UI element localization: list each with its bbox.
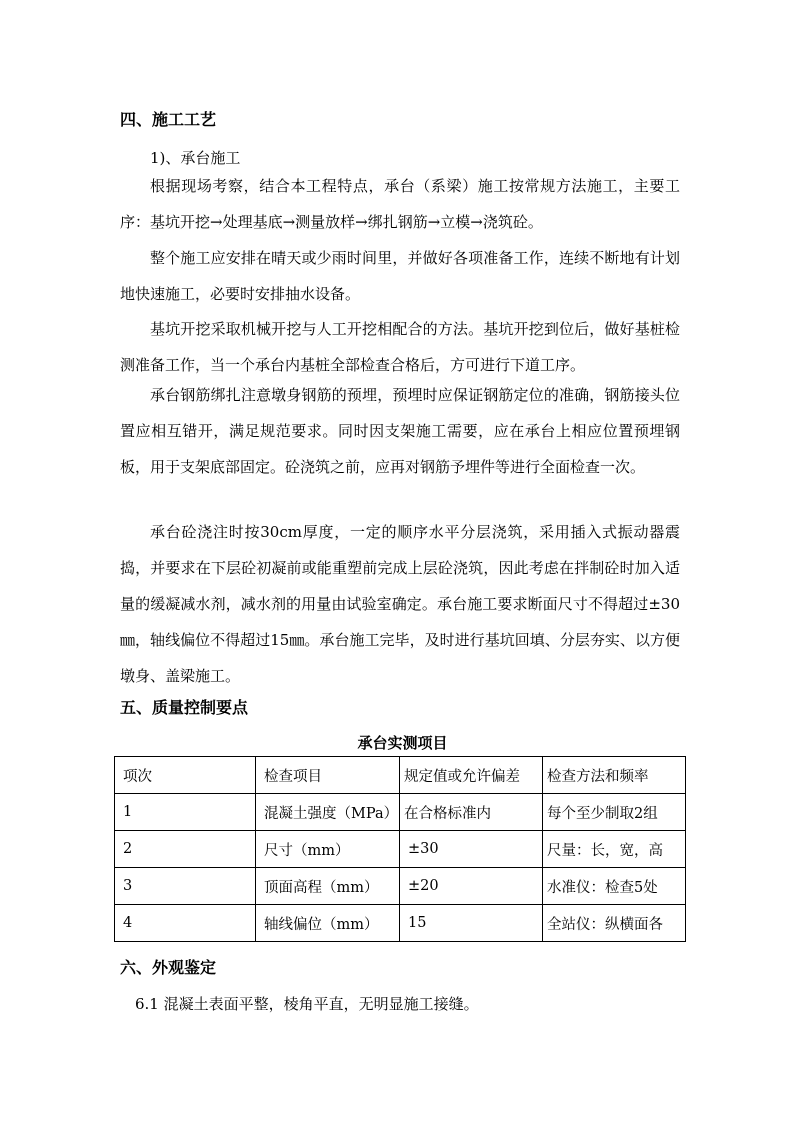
table-cell: 顶面高程（mm） [256, 868, 400, 905]
section-4-heading: 四、施工工艺 [120, 110, 217, 129]
header-cell: 规定值或允许偏差 [400, 757, 543, 794]
table-cell: 尺量：长，宽，高 [543, 831, 686, 868]
table-cell: 全站仪：纵横面各 [543, 905, 686, 942]
appearance-item: 6.1 混凝土表面平整，棱角平直，无明显施工接缝。 [135, 995, 479, 1013]
table-cell: 轴线偏位（mm） [256, 905, 400, 942]
paragraph-2: 整个施工应安排在晴天或少雨时间里，并做好各项准备工作，连续不断地有计划地快速施工，必要时安排抽水设备。 [120, 249, 680, 303]
table-cell: 在合格标准内 [400, 794, 543, 831]
table-header-row [115, 757, 686, 794]
paragraph-5: 承台砼浇注时按30cm厚度，一定的顺序水平分层浇筑，采用插入式振动器震捣，并要求在下层砼初凝前或能重塑前完成上层砼浇筑，因此考虑在拌制砼时加入适量的缓凝减水剂，减水剂的用量由试验室确定。承台施工要求断面尺寸不得超过±30㎜，轴线偏位不得超过15㎜。承台施工完毕，及时进行基坑回填、分层夯实、以方便墩身、盖梁施工。 [120, 523, 680, 685]
paragraph-4: 承台钢筋绑扎注意墩身钢筋的预埋，预埋时应保证钢筋定位的准确，钢筋接头位置应相互错开，满足规范要求。同时因支架施工需要，应在承台上相应位置预埋钢板，用于支架底部固定。砼浇筑之前，应再对钢筋予埋件等进行全面检查一次。 [120, 386, 680, 476]
table-cell: 水准仪：检查5处 [543, 868, 686, 905]
table-cell: 尺寸（mm） [256, 831, 400, 868]
table-row [115, 831, 686, 868]
subsection-heading: 1)、承台施工 [150, 149, 241, 167]
section-6-heading: 六、外观鉴定 [120, 958, 217, 977]
header-cell: 检查方法和频率 [543, 757, 686, 794]
table-row [115, 868, 686, 905]
table-row [115, 905, 686, 942]
inspection-table [114, 756, 686, 942]
table-cell: 3 [115, 868, 256, 905]
table-cell: 每个至少制取2组 [543, 794, 686, 831]
table-row [115, 794, 686, 831]
table-cell: ±20 [400, 868, 543, 905]
table-cell: 2 [115, 831, 256, 868]
table-cell: ±30 [400, 831, 543, 868]
table-cell: 混凝土强度（MPa） [256, 794, 400, 831]
table-title: 承台实测项目 [357, 734, 448, 752]
paragraph-1: 根据现场考察，结合本工程特点，承台（系梁）施工按常规方法施工，主要工序：基坑开挖→处理基底→测量放样→绑扎钢筋→立模→浇筑砼。 [120, 177, 680, 231]
table-cell: 1 [115, 794, 256, 831]
header-cell: 项次 [115, 757, 256, 794]
table-cell: 4 [115, 905, 256, 942]
table-cell: 15 [400, 905, 543, 942]
section-5-heading: 五、质量控制要点 [120, 698, 249, 717]
paragraph-3: 基坑开挖采取机械开挖与人工开挖相配合的方法。基坑开挖到位后，做好基桩检测准备工作，当一个承台内基桩全部检查合格后，方可进行下道工序。 [120, 320, 680, 374]
header-cell: 检查项目 [256, 757, 400, 794]
